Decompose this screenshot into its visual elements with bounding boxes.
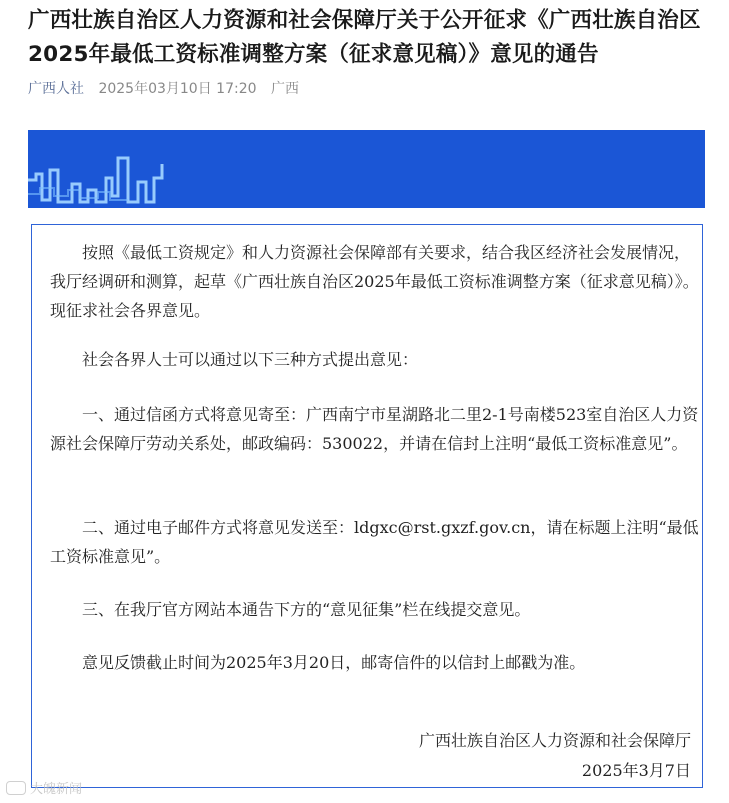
notice-paragraph-email: 二、通过电子邮件方式将意见发送至：ldgxc@rst.gxzf.gov.cn，请在标题上注明“最低工资标准意见”。 <box>50 518 699 566</box>
watermark-text: 大魄新闻 <box>30 782 83 797</box>
watermark <box>6 778 82 797</box>
article-title: 广西壮族自治区人力资源和社会保障厅关于公开征求《广西壮族自治区2025年最低工资标准调整方案（征求意见稿）》意见的通告 <box>28 8 701 67</box>
notice-paragraph-methods: 社会各界人士可以通过以下三种方式提出意见： <box>82 350 419 369</box>
watermark-logo-icon <box>6 781 26 795</box>
header-banner <box>28 130 705 208</box>
notice-signature: 广西壮族自治区人力资源和社会保障厅 <box>418 731 691 750</box>
notice-paragraph-online: 三、在我厅官方网站本通告下方的“意见征集”栏在线提交意见。 <box>82 600 531 619</box>
notice-paragraph-intro: 按照《最低工资规定》和人力资源社会保障部有关要求，结合我区经济社会发展情况，我厅经调研和测算，起草《广西壮族自治区2025年最低工资标准调整方案（征求意见稿）》。现征求社会各界意见。 <box>50 243 699 320</box>
account-name-link[interactable]: 广西人社 <box>28 81 84 97</box>
publish-time: 2025年03月10日 17:20 <box>98 81 257 97</box>
notice-paragraph-mail: 一、通过信函方式将意见寄至：广西南宁市星湖路北二里2-1号南楼523室自治区人力资源社会保障厅劳动关系处，邮政编码：530022，并请在信封上注明“最低工资标准意见”。 <box>50 405 699 453</box>
skyline-graphic <box>28 130 705 208</box>
notice-paragraph-deadline: 意见反馈截止时间为2025年3月20日，邮寄信件的以信封上邮戳为准。 <box>82 653 586 672</box>
publish-location: 广西 <box>270 81 299 97</box>
article-meta <box>28 78 299 98</box>
notice-date: 2025年3月7日 <box>581 761 691 780</box>
